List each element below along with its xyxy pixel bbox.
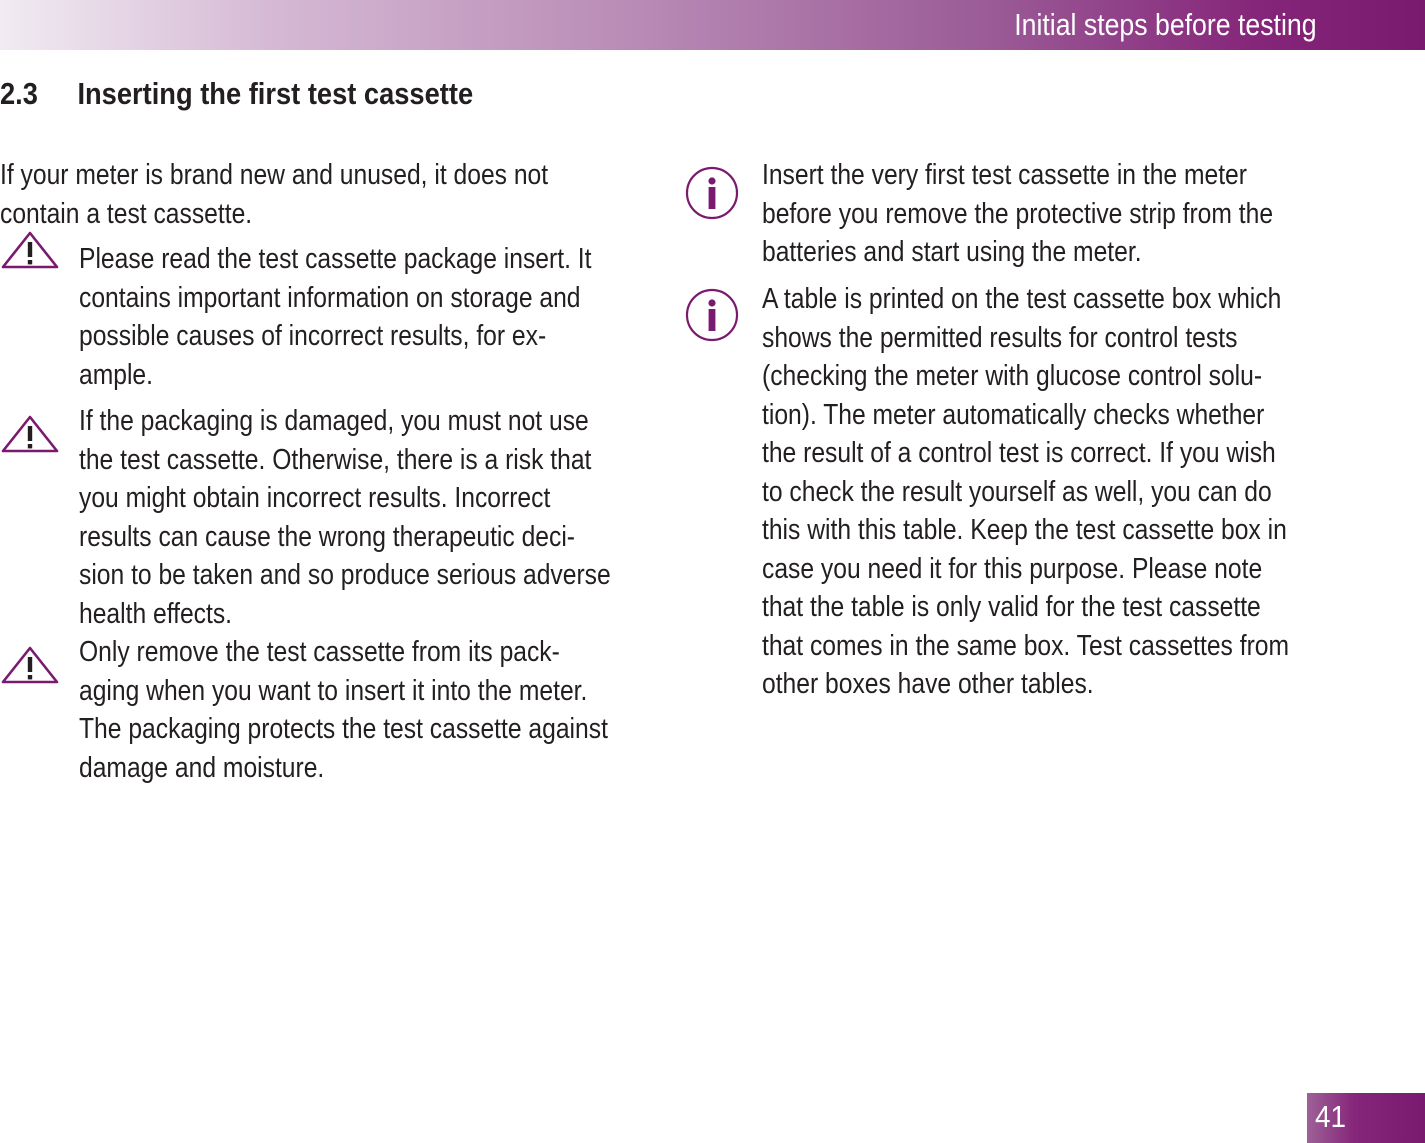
section-heading	[0, 72, 473, 116]
info-text-insert-first-cassette: Insert the very first test cassette in the meter before you remove the protective strip from the batteries and start using the meter.	[762, 159, 1274, 268]
warning-text-package-insert: Please read the test cassette package insert. It contains important information on storage and possible causes of incorrect results, for ex- ample.	[79, 243, 592, 391]
info-circle-icon	[684, 287, 740, 343]
page-number: 41	[1315, 1099, 1347, 1134]
warning-triangle-icon	[0, 645, 60, 685]
section-number: 2.3	[0, 76, 38, 111]
warning-text-damaged-packaging: If the packaging is damaged, you must not use the test cassette. Otherwise, there is a risk that you might obtain incorrect results. Incorrect results can cause the wrong therapeutic deci- sion to be taken and so produce serious adverse health effects.	[79, 405, 611, 630]
header-bar	[0, 0, 1425, 50]
section-title: Inserting the first test cassette	[77, 76, 474, 111]
page-number-box	[1307, 1093, 1425, 1143]
info-circle-icon	[684, 165, 740, 221]
chapter-title: Initial steps before testing	[1014, 7, 1317, 42]
warning-text-remove-packaging: Only remove the test cassette from its pack- aging when you want to insert it into the meter. The packaging protects the test cassette against damage and moisture.	[79, 636, 608, 784]
intro-paragraph: If your meter is brand new and unused, it does not contain a test cassette.	[0, 159, 549, 230]
info-text-control-table: A table is printed on the test cassette box which shows the permitted results for control tests (checking the meter with glucose control solu- tion). The meter automatically checks whether the result of a control test is correct. If you wish to check the result yourself as well, you can do this with this table. Keep the test cassette box in case you need it for this purpose. Please note that the table is only valid for the test cassette that comes in the same box. Test cassettes from other boxes have other tables.	[762, 283, 1290, 700]
warning-triangle-icon	[0, 230, 60, 270]
warning-triangle-icon	[0, 414, 60, 454]
